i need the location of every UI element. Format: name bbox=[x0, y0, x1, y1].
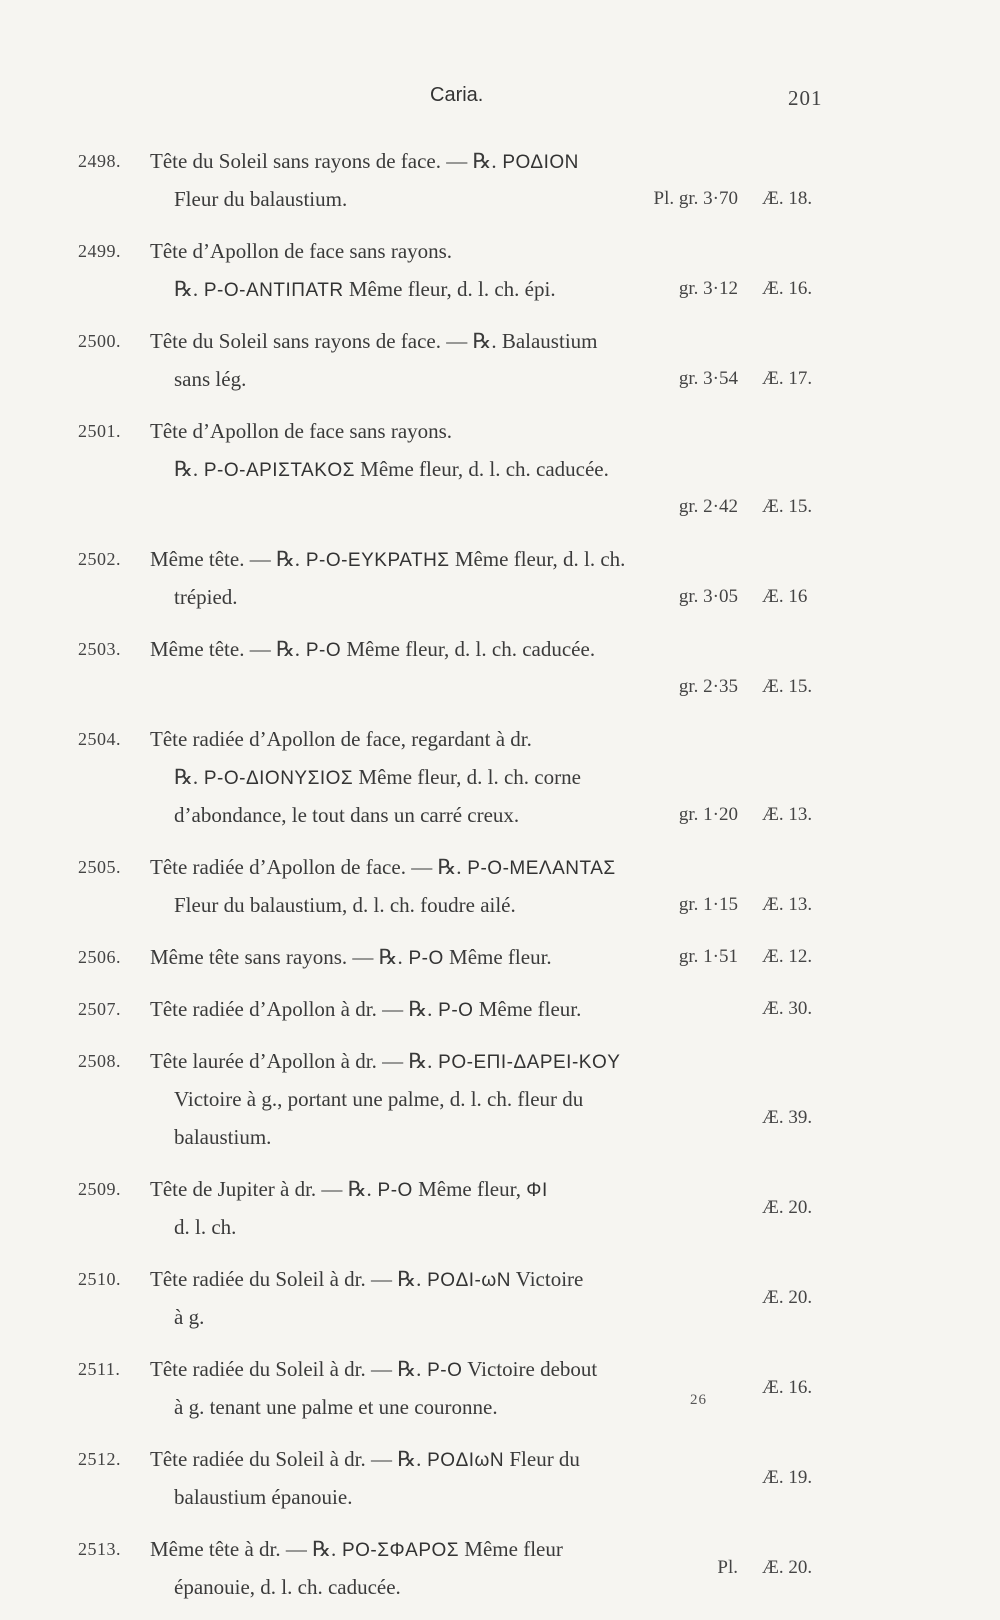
entry-line bbox=[0, 848, 1000, 886]
page-number: 201 bbox=[788, 86, 823, 110]
description-text: Fleur du balaustium, d. l. ch. foudre ailé. bbox=[174, 893, 516, 917]
catalogue-entry bbox=[0, 720, 1000, 834]
entry-line bbox=[0, 1118, 1000, 1156]
reverse-symbol: ℞. bbox=[347, 1177, 372, 1201]
metal-and-size: Æ. 30. bbox=[762, 998, 813, 1019]
description-text: balaustium. bbox=[174, 1125, 272, 1149]
entry-number: 2507. bbox=[78, 999, 121, 1019]
catalogue-entries bbox=[0, 142, 1000, 1620]
description-text: Tête du Soleil sans rayons de face. — bbox=[150, 329, 473, 353]
coin-weight: gr. 1·20 bbox=[678, 804, 738, 825]
entry-line bbox=[0, 1478, 1000, 1516]
legend-inscription: P-O-ANTIΠATR bbox=[198, 280, 344, 301]
entry-line bbox=[0, 412, 1000, 450]
description-text: à g. bbox=[174, 1305, 205, 1329]
entry-text bbox=[150, 142, 579, 182]
reverse-symbol: ℞. bbox=[437, 855, 462, 879]
catalogue-entry bbox=[0, 1530, 1000, 1606]
description-text: Fleur du balaustium. bbox=[174, 187, 348, 211]
catalogue-entry bbox=[0, 848, 1000, 924]
catalogue-entry bbox=[0, 232, 1000, 308]
entry-line bbox=[0, 578, 1000, 616]
entry-line bbox=[0, 1298, 1000, 1336]
description-text: Tête radiée du Soleil à dr. — bbox=[150, 1447, 398, 1471]
entry-line bbox=[0, 1440, 1000, 1488]
reverse-symbol: ℞. bbox=[174, 277, 199, 301]
coin-weight: gr. 1·51 bbox=[678, 946, 738, 967]
legend-inscription: ΦI bbox=[526, 1180, 548, 1201]
entry-text bbox=[174, 1568, 401, 1606]
description-text: Victoire debout bbox=[462, 1357, 598, 1381]
description-text: Tête d’Apollon de face sans rayons. bbox=[150, 239, 453, 263]
catalogue-entry bbox=[0, 938, 1000, 976]
coin-weight: gr. 3·54 bbox=[678, 368, 738, 389]
description-text: Même fleur, bbox=[412, 1177, 527, 1201]
entry-text bbox=[150, 322, 598, 360]
entry-number: 2503. bbox=[78, 639, 121, 659]
entry-line bbox=[0, 990, 1000, 1028]
entry-line bbox=[0, 668, 1000, 706]
legend-inscription: P-O bbox=[371, 1180, 413, 1201]
entry-text bbox=[174, 1118, 271, 1156]
description-text: épanouie, d. l. ch. caducée. bbox=[174, 1575, 401, 1599]
metal-and-size: Æ. 15. bbox=[762, 496, 813, 517]
reverse-symbol: ℞. bbox=[174, 457, 199, 481]
legend-inscription: ΡΟΔΙΟΝ bbox=[496, 152, 579, 173]
entry-line bbox=[0, 450, 1000, 488]
entry-number: 2501. bbox=[78, 421, 121, 441]
entry-line bbox=[0, 322, 1000, 360]
entry-text bbox=[174, 578, 238, 616]
entry-line bbox=[0, 1260, 1000, 1308]
entry-line bbox=[0, 796, 1000, 834]
entry-number: 2504. bbox=[78, 729, 121, 749]
entry-text bbox=[174, 758, 581, 798]
metal-and-size: Æ. 19. bbox=[762, 1467, 813, 1488]
catalogue-entry bbox=[0, 1440, 1000, 1516]
entry-number: 2509. bbox=[78, 1179, 121, 1199]
entry-text bbox=[150, 1350, 597, 1390]
entry-line bbox=[0, 1568, 1000, 1606]
entry-text bbox=[174, 1208, 236, 1246]
signature-mark: 26 bbox=[690, 1392, 707, 1408]
description-text: Tête radiée d’Apollon à dr. — bbox=[150, 997, 409, 1021]
legend-inscription: P-O bbox=[432, 1000, 474, 1021]
catalogue-entry bbox=[0, 412, 1000, 526]
description-text: Fleur du bbox=[504, 1447, 580, 1471]
metal-and-size: Æ. 12. bbox=[762, 946, 813, 967]
entry-number: 2513. bbox=[78, 1539, 121, 1559]
reverse-symbol: ℞. bbox=[408, 997, 433, 1021]
entry-text bbox=[150, 990, 581, 1030]
entry-text bbox=[150, 630, 595, 670]
catalogue-entry bbox=[0, 142, 1000, 218]
metal-and-size: Æ. 17. bbox=[762, 368, 813, 389]
metal-and-size: Æ. 15. bbox=[762, 676, 813, 697]
entry-text bbox=[174, 1298, 204, 1336]
entry-text bbox=[174, 360, 246, 398]
entry-line bbox=[0, 270, 1000, 308]
description-text: Tête du Soleil sans rayons de face. — bbox=[150, 149, 473, 173]
entry-line bbox=[0, 180, 1000, 218]
entry-line bbox=[0, 1042, 1000, 1080]
reverse-symbol: ℞. bbox=[397, 1267, 422, 1291]
metal-and-size: Æ. 18. bbox=[762, 188, 813, 209]
legend-inscription: POΔI-ωN bbox=[421, 1270, 511, 1291]
description-text: Tête radiée d’Apollon de face. — bbox=[150, 855, 438, 879]
entry-line bbox=[0, 1350, 1000, 1398]
legend-inscription: P-O bbox=[300, 640, 342, 661]
catalogue-entry bbox=[0, 322, 1000, 398]
metal-and-size: Æ. 39. bbox=[762, 1107, 813, 1128]
description-text: Tête de Jupiter à dr. — bbox=[150, 1177, 348, 1201]
catalogue-entry bbox=[0, 1260, 1000, 1336]
entry-text bbox=[150, 1170, 548, 1210]
coin-weight: gr. 3·12 bbox=[678, 278, 738, 299]
entry-text bbox=[174, 270, 556, 310]
reverse-symbol: ℞. bbox=[174, 765, 199, 789]
entry-text bbox=[174, 796, 519, 834]
entry-number: 2505. bbox=[78, 857, 121, 877]
description-text: Même fleur, d. l. ch. bbox=[449, 547, 626, 571]
page-header bbox=[0, 84, 1000, 120]
legend-inscription: PO-ΣΦAPOΣ bbox=[336, 1540, 460, 1561]
entry-line bbox=[0, 720, 1000, 758]
description-text: Tête d’Apollon de face sans rayons. bbox=[150, 419, 453, 443]
entry-text bbox=[174, 1080, 583, 1118]
reverse-symbol: ℞. bbox=[397, 1357, 422, 1381]
entry-number: 2498. bbox=[78, 151, 121, 171]
description-text: Tête radiée d’Apollon de face, regardant à dr. bbox=[150, 727, 532, 751]
coin-weight: gr. 1·15 bbox=[678, 894, 738, 915]
description-text: Même fleur bbox=[459, 1537, 563, 1561]
metal-and-size: Æ. 20. bbox=[762, 1197, 813, 1218]
entry-line bbox=[0, 886, 1000, 924]
entry-number: 2508. bbox=[78, 1051, 121, 1071]
metal-and-size: Æ. 16 bbox=[762, 586, 808, 607]
legend-inscription: P-O-APIΣTAKOΣ bbox=[198, 460, 355, 481]
description-text: balaustium épanouie. bbox=[174, 1485, 353, 1509]
metal-and-size: Æ. 20. bbox=[762, 1287, 813, 1308]
description-text: Victoire bbox=[510, 1267, 584, 1291]
description-text: Même fleur, d. l. ch. caducée. bbox=[354, 457, 609, 481]
metal-and-size: Æ. 13. bbox=[762, 804, 813, 825]
entry-line bbox=[0, 1388, 1000, 1426]
entry-text bbox=[150, 1042, 620, 1082]
entry-text bbox=[174, 450, 609, 490]
entry-text bbox=[150, 1530, 563, 1570]
entry-text bbox=[150, 938, 552, 978]
reverse-symbol: ℞. bbox=[275, 637, 301, 661]
coin-weight: gr. 2·35 bbox=[678, 676, 738, 697]
entry-line bbox=[0, 1208, 1000, 1246]
reverse-symbol: ℞. bbox=[408, 1049, 433, 1073]
entry-text bbox=[150, 1260, 583, 1300]
entry-line bbox=[0, 1080, 1000, 1128]
description-text: Même fleur. bbox=[473, 997, 582, 1021]
catalogue-entry bbox=[0, 1350, 1000, 1426]
metal-and-size: Æ. 16. bbox=[762, 278, 813, 299]
entry-number: 2506. bbox=[78, 947, 121, 967]
entry-line bbox=[0, 360, 1000, 398]
catalogue-entry bbox=[0, 540, 1000, 616]
entry-line bbox=[0, 938, 1000, 976]
running-title: Caria. bbox=[430, 84, 484, 106]
description-text: Balaustium bbox=[496, 329, 598, 353]
description-text: Tête laurée d’Apollon à dr. — bbox=[150, 1049, 409, 1073]
legend-inscription: P-O-EYKPATHΣ bbox=[300, 550, 450, 571]
legend-inscription: POΔIωN bbox=[421, 1450, 505, 1471]
description-text: Même tête à dr. — bbox=[150, 1537, 313, 1561]
reverse-symbol: ℞. bbox=[275, 547, 301, 571]
coin-weight: gr. 2·42 bbox=[678, 496, 738, 517]
metal-and-size: Æ. 20. bbox=[762, 1557, 813, 1578]
entry-text bbox=[150, 720, 532, 758]
description-text: d. l. ch. bbox=[174, 1215, 237, 1239]
entry-text bbox=[150, 232, 452, 270]
entry-text bbox=[150, 1440, 580, 1480]
legend-inscription: P-O-ΔIONYΣIOΣ bbox=[198, 768, 354, 789]
description-text: Tête radiée du Soleil à dr. — bbox=[150, 1357, 398, 1381]
legend-inscription: P-O bbox=[421, 1360, 463, 1381]
description-text: Même tête. — bbox=[150, 637, 276, 661]
description-text: Même fleur, d. l. ch. corne bbox=[353, 765, 581, 789]
reverse-symbol: ℞. bbox=[397, 1447, 422, 1471]
description-text: Même fleur, d. l. ch. caducée. bbox=[341, 637, 596, 661]
entry-line bbox=[0, 1170, 1000, 1218]
catalogue-entry bbox=[0, 990, 1000, 1028]
reverse-symbol: ℞. bbox=[472, 329, 497, 353]
entry-number: 2502. bbox=[78, 549, 121, 569]
metal-and-size: Æ. 13. bbox=[762, 894, 813, 915]
entry-line bbox=[0, 142, 1000, 180]
coin-weight: Pl. bbox=[717, 1557, 738, 1578]
entry-line bbox=[0, 232, 1000, 270]
entry-text bbox=[150, 412, 452, 450]
entry-line bbox=[0, 1530, 1000, 1578]
entry-text bbox=[174, 886, 516, 924]
entry-number: 2511. bbox=[78, 1359, 121, 1379]
reverse-symbol: ℞. bbox=[378, 945, 403, 969]
coin-weight: gr. 3·05 bbox=[678, 586, 738, 607]
legend-inscription: P-O-MEΛANTAΣ bbox=[461, 858, 616, 879]
entry-number: 2512. bbox=[78, 1449, 121, 1469]
coin-weight: Pl. gr. 3·70 bbox=[653, 188, 738, 209]
description-text: Même tête sans rayons. — bbox=[150, 945, 379, 969]
entry-line bbox=[0, 540, 1000, 578]
entry-text bbox=[174, 180, 347, 218]
catalogue-entry bbox=[0, 1170, 1000, 1246]
description-text: d’abondance, le tout dans un carré creux. bbox=[174, 803, 520, 827]
entry-text bbox=[150, 848, 616, 888]
description-text: Même fleur. bbox=[443, 945, 552, 969]
catalogue-entry bbox=[0, 1042, 1000, 1156]
metal-and-size: Æ. 16. bbox=[762, 1377, 813, 1398]
description-text: à g. tenant une palme et une couronne. bbox=[174, 1395, 498, 1419]
description-text: Même tête. — bbox=[150, 547, 276, 571]
description-text: sans lég. bbox=[174, 367, 247, 391]
legend-inscription: PO-EΠI-ΔAPEI-KOY bbox=[432, 1052, 621, 1073]
entry-text bbox=[174, 1478, 352, 1516]
entry-number: 2499. bbox=[78, 241, 121, 261]
catalogue-entry bbox=[0, 630, 1000, 706]
entry-line bbox=[0, 630, 1000, 668]
entry-number: 2500. bbox=[78, 331, 121, 351]
description-text: Victoire à g., portant une palme, d. l. ch. fleur du bbox=[174, 1087, 584, 1111]
entry-text bbox=[150, 540, 625, 580]
reverse-symbol: ℞. bbox=[472, 149, 497, 173]
description-text: Tête radiée du Soleil à dr. — bbox=[150, 1267, 398, 1291]
description-text: Même fleur, d. l. ch. épi. bbox=[343, 277, 556, 301]
description-text: trépied. bbox=[174, 585, 238, 609]
entry-number: 2510. bbox=[78, 1269, 121, 1289]
reverse-symbol: ℞. bbox=[312, 1537, 337, 1561]
entry-text bbox=[174, 1388, 498, 1426]
entry-line bbox=[0, 488, 1000, 526]
legend-inscription: P-O bbox=[402, 948, 444, 969]
entry-line bbox=[0, 758, 1000, 796]
